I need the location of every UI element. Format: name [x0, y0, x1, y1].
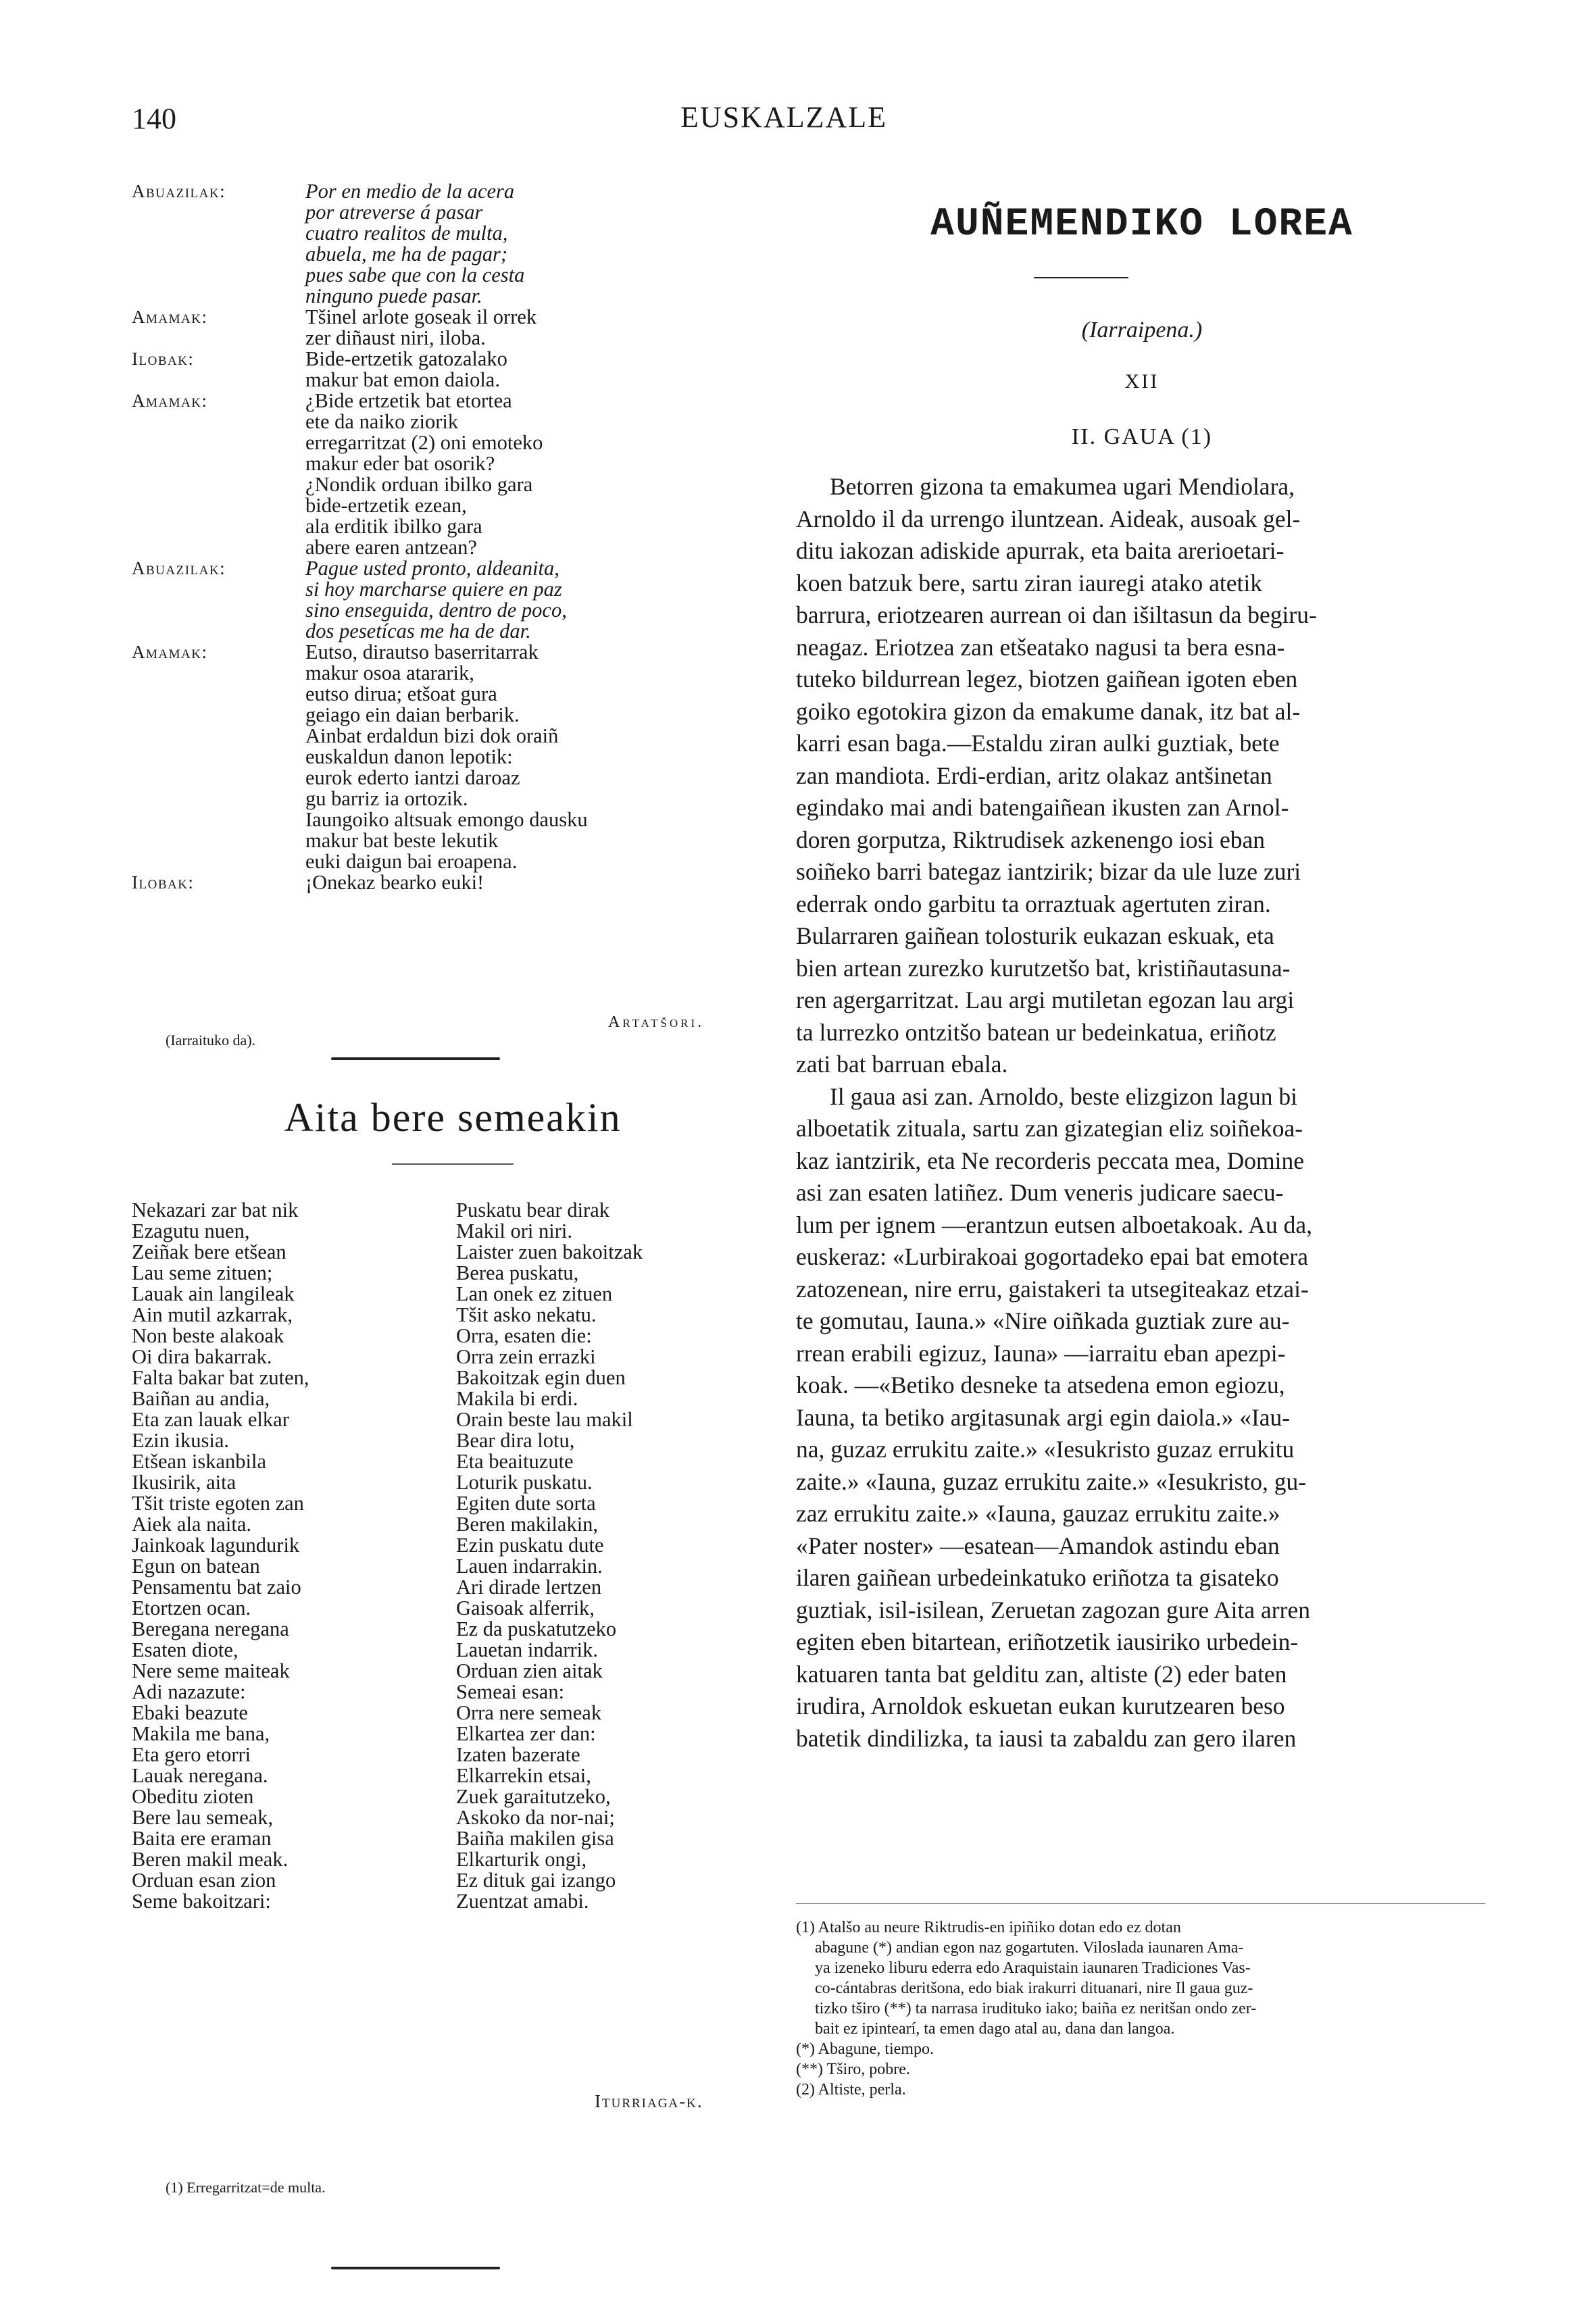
verse-line: Ez dituk gai izango	[456, 1869, 616, 1892]
prose-line: zan mandiota. Erdi-erdian, aritz olakaz antšinetan	[796, 761, 1272, 789]
verse-line: Beren makil meak.	[132, 1848, 289, 1871]
verse-line: makur bat beste lekutik	[305, 829, 499, 852]
dialogue-turn	[132, 872, 733, 893]
prose-line: doren gorputza, Riktrudisek azkenengo iosi eban	[796, 826, 1266, 853]
prose-line: asi zan esaten latiñez. Dum veneris judicare saecu-	[796, 1179, 1284, 1206]
verse-line: Lauak neregana.	[132, 1764, 268, 1787]
verse-line: Ezagutu nuen,	[132, 1219, 250, 1242]
prose-line: Bularraren gaiñean tolosturik eukazan eskuak, eta	[796, 922, 1274, 949]
verse-line: Ebaki beazute	[132, 1701, 248, 1724]
verse-line: ala erditik ibilko gara	[305, 515, 482, 538]
verse-line: makur bat emon daiola.	[305, 368, 500, 391]
verse-line: Esaten diote,	[132, 1638, 239, 1661]
prose-line: ditu iakozan adiskide apurrak, eta baita arerioetari-	[796, 537, 1285, 564]
verse-line: makur eder bat osorik?	[305, 452, 495, 475]
footnote-line: (*) Abagune, tiempo.	[796, 2040, 934, 2058]
verse-line: Lan onek ez zituen	[456, 1282, 613, 1305]
continued-note: (Iarraituko da).	[166, 1032, 256, 1049]
story-subtitle: (Iarraipena.)	[1081, 318, 1203, 343]
prose-line: batetik dindilizka, ta iausi ta zabaldu zan gero ilaren	[796, 1724, 1297, 1752]
footnote-line: ya izeneko liburu ederra edo Araquistain iaunaren Tradiciones Vas-	[815, 1959, 1251, 1977]
verse-line: Iaungoiko altsuak emongo dausku	[305, 808, 588, 831]
verse-line: Bere lau semeak,	[132, 1806, 274, 1829]
verse-line: Zeiñak bere etšean	[132, 1240, 286, 1263]
verse-line: Oi dira bakarrak.	[132, 1345, 272, 1368]
speech-text	[305, 872, 733, 893]
prose-line: kaz iantzirik, eta Ne recorderis peccata mea, Domine	[796, 1147, 1305, 1174]
verse-line: Lauetan indarrik.	[456, 1638, 599, 1661]
prose-line: Iauna, ta betiko argitasunak argi egin daiola.» «Iau-	[796, 1403, 1291, 1431]
speech-text	[305, 642, 733, 872]
verse-line: eurok ederto iantzi daroaz	[305, 766, 520, 789]
poem-title: Aita bere semeakin	[284, 1095, 622, 1140]
verse-line: Pensamentu bat zaio	[132, 1576, 301, 1599]
verse-line: Ari dirade lertzen	[456, 1576, 602, 1599]
ornament-divider	[331, 1057, 500, 1060]
verse-line: Makila me bana,	[132, 1722, 270, 1745]
verse-line: Egun on batean	[132, 1555, 260, 1578]
verse-line: Izaten bazerate	[456, 1743, 580, 1766]
verse-line: dos pesetícas me ha de dar.	[305, 620, 531, 643]
running-title: EUSKALZALE	[680, 101, 887, 134]
verse-line: Orra zein errazki	[456, 1345, 596, 1368]
verse-line: pues sabe que con la cesta	[305, 263, 525, 286]
verse-line: bide-ertzetik ezean,	[305, 494, 467, 517]
prose-line: egindako mai andi batengaiñean ikusten zan Arnol-	[796, 794, 1289, 821]
dialogue-author: Artatšori.	[608, 1013, 705, 1031]
verse-line: Tšinel arlote goseak il orrek	[305, 305, 537, 328]
verse-line: Egiten dute sorta	[456, 1492, 596, 1515]
verse-line: Etšean iskanbila	[132, 1450, 267, 1473]
chapter-numeral: XII	[1124, 370, 1159, 393]
prose-line: lum per ignem —erantzun eutsen alboetakoak. Au da,	[796, 1211, 1312, 1238]
footnote-line: (2) Altiste, perla.	[796, 2081, 906, 2098]
verse-line: Gaisoak alferrik,	[456, 1596, 595, 1619]
verse-line: zer diñaust niri, iloba.	[305, 326, 486, 349]
verse-line: Orduan esan zion	[132, 1869, 276, 1892]
prose-line: ilaren gaiñean urbedeinkatuko eriñotza ta gisateko	[796, 1564, 1279, 1591]
prose-line: zaite.» «Iauna, guzaz errukitu zaite.» «Iesukristo, gu-	[796, 1467, 1307, 1495]
story-body	[796, 471, 1485, 1755]
verse-line: abere earen antzean?	[305, 536, 477, 559]
verse-line: Loturik puskatu.	[456, 1471, 593, 1494]
verse-line: abuela, me ha de pagar;	[305, 243, 508, 266]
verse-line: Beren makilakin,	[456, 1513, 599, 1536]
verse-line: Orra nere semeak	[456, 1701, 602, 1724]
prose-line: irudira, Arnoldok eskuetan eukan kurutzearen beso	[796, 1692, 1285, 1719]
verse-line: Nekazari zar bat nik	[132, 1199, 299, 1222]
verse-line: Etortzen ocan.	[132, 1596, 251, 1619]
verse-line: Orduan zien aitak	[456, 1659, 603, 1682]
prose-line: Betorren gizona ta emakumea ugari Mendiolara,	[830, 473, 1295, 500]
prose-line: bien artean zurezko kurutzetšo bat, kristiñautasuna-	[796, 954, 1291, 982]
prose-line: ederrak ondo garbitu ta orraztuak agertuten ziran.	[796, 890, 1271, 917]
page-number: 140	[132, 102, 176, 135]
prose-line: na, guzaz errukitu zaite.» «Iesukristo guzaz errukitu	[796, 1436, 1295, 1463]
verse-line: Pague usted pronto, aldeanita,	[305, 557, 559, 580]
verse-line: Ainbat erdaldun bizi dok oraiñ	[305, 724, 559, 747]
verse-line: Seme bakoitzari:	[132, 1890, 271, 1913]
verse-line: Tšit asko nekatu.	[456, 1303, 597, 1326]
verse-line: Eta zan lauak elkar	[132, 1408, 289, 1431]
speaker-label: Ilobak:	[132, 872, 195, 892]
verse-line: por atreverse á pasar	[305, 201, 483, 224]
prose-line: te gomutau, Iauna.» «Nire oiñkada guztiak zure au-	[796, 1307, 1290, 1334]
verse-line: makur osoa atararik,	[305, 661, 474, 684]
prose-line: alboetatik zituala, sartu zan gizategian eliz soiñekoa-	[796, 1115, 1303, 1142]
verse-line: Beregana neregana	[132, 1617, 289, 1640]
dialogue-section	[132, 181, 733, 893]
poem-column-right	[456, 1200, 747, 1912]
verse-line: Baita ere eraman	[132, 1827, 272, 1850]
verse-line: Eta gero etorri	[132, 1743, 251, 1766]
speaker-label: Ilobak:	[132, 349, 195, 369]
prose-line: rrean erabili egizuz, Iauna» —iarraitu eban apezpi-	[796, 1339, 1286, 1367]
verse-line: Obeditu zioten	[132, 1785, 254, 1808]
verse-line: Elkarrekin etsai,	[456, 1764, 591, 1787]
verse-line: Por en medio de la acera	[305, 180, 515, 203]
dialogue-turn	[132, 391, 733, 558]
prose-line: soiñeko barri bategaz iantzirik; bizar da ule luze zuri	[796, 858, 1301, 885]
speech-text	[305, 558, 733, 642]
verse-line: Bear dira lotu,	[456, 1429, 575, 1452]
verse-line: Bide-ertzetik gatozalako	[305, 347, 507, 370]
prose-line: zaz errukitu zaite.» «Iauna, gauzaz errukitu zaite.»	[796, 1500, 1280, 1527]
speaker-label: Amamak:	[132, 391, 208, 411]
footnotes	[796, 1917, 1492, 2100]
footnote-line: abagune (*) andian egon naz gogartuten. Viloslada iaunaren Ama-	[815, 1939, 1244, 1957]
prose-line: guztiak, isil-isilean, Zeruetan zagozan gure Aita arren	[796, 1596, 1310, 1624]
poem-column-left	[132, 1200, 422, 1912]
verse-line: Laister zuen bakoitzak	[456, 1240, 643, 1263]
verse-line: Orain beste lau makil	[456, 1408, 633, 1431]
prose-line: zatozenean, nire erru, gaistakeri ta utsegiteakaz etzai-	[796, 1275, 1309, 1303]
verse-line: Ikusirik, aita	[132, 1471, 236, 1494]
verse-line: Adi nazazute:	[132, 1680, 246, 1703]
verse-line: Baiñan au andia,	[132, 1387, 270, 1410]
verse-line: Eutso, dirautso baserritarrak	[305, 640, 539, 663]
dialogue-turn	[132, 307, 733, 349]
ornament-divider	[331, 2267, 500, 2269]
footnote-line: tizko tširo (**) ta narrasa irudituko iako; baiña ez neritšan ondo zer-	[815, 2000, 1257, 2017]
verse-line: ¿Bide ertzetik bat etortea	[305, 389, 512, 412]
dialogue-turn	[132, 181, 733, 307]
prose-line: Il gaua asi zan. Arnoldo, beste elizgizon lagun bi	[830, 1082, 1298, 1110]
verse-line: ¿Nondik orduan ibilko gara	[305, 473, 533, 496]
verse-line: ¡Onekaz bearko euki!	[305, 871, 484, 894]
verse-line: Falta bakar bat zuten,	[132, 1366, 309, 1389]
dialogue-turn	[132, 642, 733, 872]
prose-line: goiko egotokira gizon da emakume danak, itz bat al-	[796, 697, 1301, 725]
verse-line: geiago ein daian berbarik.	[305, 703, 520, 726]
verse-line: euskaldun danon lepotik:	[305, 745, 513, 768]
verse-line: Aiek ala naita.	[132, 1513, 251, 1536]
prose-line: katuaren tanta bat gelditu zan, altiste (2) eder baten	[796, 1660, 1287, 1688]
verse-line: si hoy marcharse quiere en paz	[305, 578, 562, 601]
prose-line: egiten eben bitartean, eriñotzetik iausiriko urbedein-	[796, 1628, 1299, 1655]
speech-text	[305, 391, 733, 558]
verse-line: Lauen indarrakin.	[456, 1555, 603, 1578]
story-title: AUÑEMENDIKO LOREA	[930, 203, 1353, 247]
footnote-rule	[796, 1903, 1485, 1904]
verse-line: Ain mutil azkarrak,	[132, 1303, 293, 1326]
dialogue-turn	[132, 349, 733, 391]
verse-line: Berea puskatu,	[456, 1261, 579, 1284]
verse-line: Lauak ain langileak	[132, 1282, 295, 1305]
prose-line: barrura, eriotzearen aurrean oi dan išiltasun da begiru-	[796, 601, 1317, 628]
speaker-label: Amamak:	[132, 642, 208, 662]
prose-line: Arnoldo il da urrengo iluntzean. Aideak, ausoak gel-	[796, 505, 1301, 532]
verse-line: Puskatu bear dirak	[456, 1199, 609, 1222]
prose-line: koen batzuk bere, sartu ziran iauregi atako atetik	[796, 569, 1262, 597]
verse-line: ete da naiko ziorik	[305, 410, 459, 433]
title-rule	[1034, 277, 1128, 278]
verse-line: Jainkoak lagundurik	[132, 1534, 300, 1557]
footnote-line: co-cántabras deritšona, edo biak irakurri dituanari, nire Il gaua guz-	[815, 1980, 1253, 1997]
verse-line: Elkarturik ongi,	[456, 1848, 587, 1871]
verse-line: Bakoitzak egin duen	[456, 1366, 626, 1389]
verse-line: Eta beaituzute	[456, 1450, 574, 1473]
speaker-label: Abuazilak:	[132, 558, 226, 578]
verse-line: sino enseguida, dentro de poco,	[305, 599, 567, 622]
speech-text	[305, 307, 733, 349]
verse-line: Ez da puskatutzeko	[456, 1617, 617, 1640]
prose-line: tuteko bildurrean legez, biotzen gaiñean igoten eben	[796, 665, 1298, 693]
prose-line: ren agergarritzat. Lau argi mutiletan egozan lau argi	[796, 986, 1295, 1013]
prose-line: euskeraz: «Lurbirakoai gogortadeko epai bat emotera	[796, 1243, 1308, 1270]
speaker-label: Amamak:	[132, 307, 208, 327]
speech-text	[305, 181, 733, 307]
prose-line: karri esan baga.—Estaldu ziran aulki guztiak, bete	[796, 730, 1280, 757]
footnote-line: bait ez ipintearí, ta emen dago atal au, dana dan langoa.	[815, 2020, 1175, 2038]
verse-line: cuatro realitos de multa,	[305, 222, 508, 245]
prose-line: neagaz. Eriotzea zan etšeatako nagusi ta bera esna-	[796, 633, 1285, 661]
verse-line: ninguno puede pasar.	[305, 284, 482, 307]
prose-line: ta lurrezko ontzitšo batean ur bedeinkatua, eriñotz	[796, 1018, 1276, 1046]
verse-line: Orra, esaten die:	[456, 1324, 592, 1347]
poem-author: Iturriaga-k.	[595, 2091, 703, 2111]
footnote-line: (1) Atalšo au neure Riktrudis-en ipiñiko dotan edo ez dotan	[796, 1919, 1181, 1936]
prose-line: «Pater noster» —esatean—Amandok astindu eban	[796, 1532, 1280, 1559]
title-rule	[392, 1163, 514, 1165]
poem-footnote: (1) Erregarritzat=de multa.	[166, 2179, 326, 2196]
dialogue-turn	[132, 558, 733, 642]
verse-line: Zuentzat amabi.	[456, 1890, 589, 1913]
verse-line: Semeai esan:	[456, 1680, 565, 1703]
speaker-label: Abuazilak:	[132, 181, 226, 201]
verse-line: Askoko da nor-nai;	[456, 1806, 615, 1829]
footnote-line: (**) Tširo, pobre.	[796, 2061, 910, 2078]
verse-line: eutso dirua; etšoat gura	[305, 682, 497, 705]
chapter-title: II. GAUA (1)	[1071, 424, 1213, 449]
verse-line: Nere seme maiteak	[132, 1659, 290, 1682]
verse-line: euki daigun bai eroapena.	[305, 850, 518, 873]
verse-line: Makil ori niri.	[456, 1219, 572, 1242]
verse-line: Lau seme zituen;	[132, 1261, 273, 1284]
verse-line: erregarritzat (2) oni emoteko	[305, 431, 543, 454]
verse-line: Zuek garaitutzeko,	[456, 1785, 611, 1808]
verse-line: Tšit triste egoten zan	[132, 1492, 304, 1515]
verse-line: Baiña makilen gisa	[456, 1827, 614, 1850]
verse-line: Non beste alakoak	[132, 1324, 284, 1347]
verse-line: gu barriz ia ortozik.	[305, 787, 468, 810]
verse-line: Ezin puskatu dute	[456, 1534, 604, 1557]
verse-line: Ezin ikusia.	[132, 1429, 229, 1452]
verse-line: Elkartea zer dan:	[456, 1722, 596, 1745]
prose-line: zati bat barruan ebala.	[796, 1051, 1008, 1078]
verse-line: Makila bi erdi.	[456, 1387, 578, 1410]
speech-text	[305, 349, 733, 391]
prose-line: koak. —«Betiko desneke ta atsedena emon egiozu,	[796, 1372, 1285, 1399]
